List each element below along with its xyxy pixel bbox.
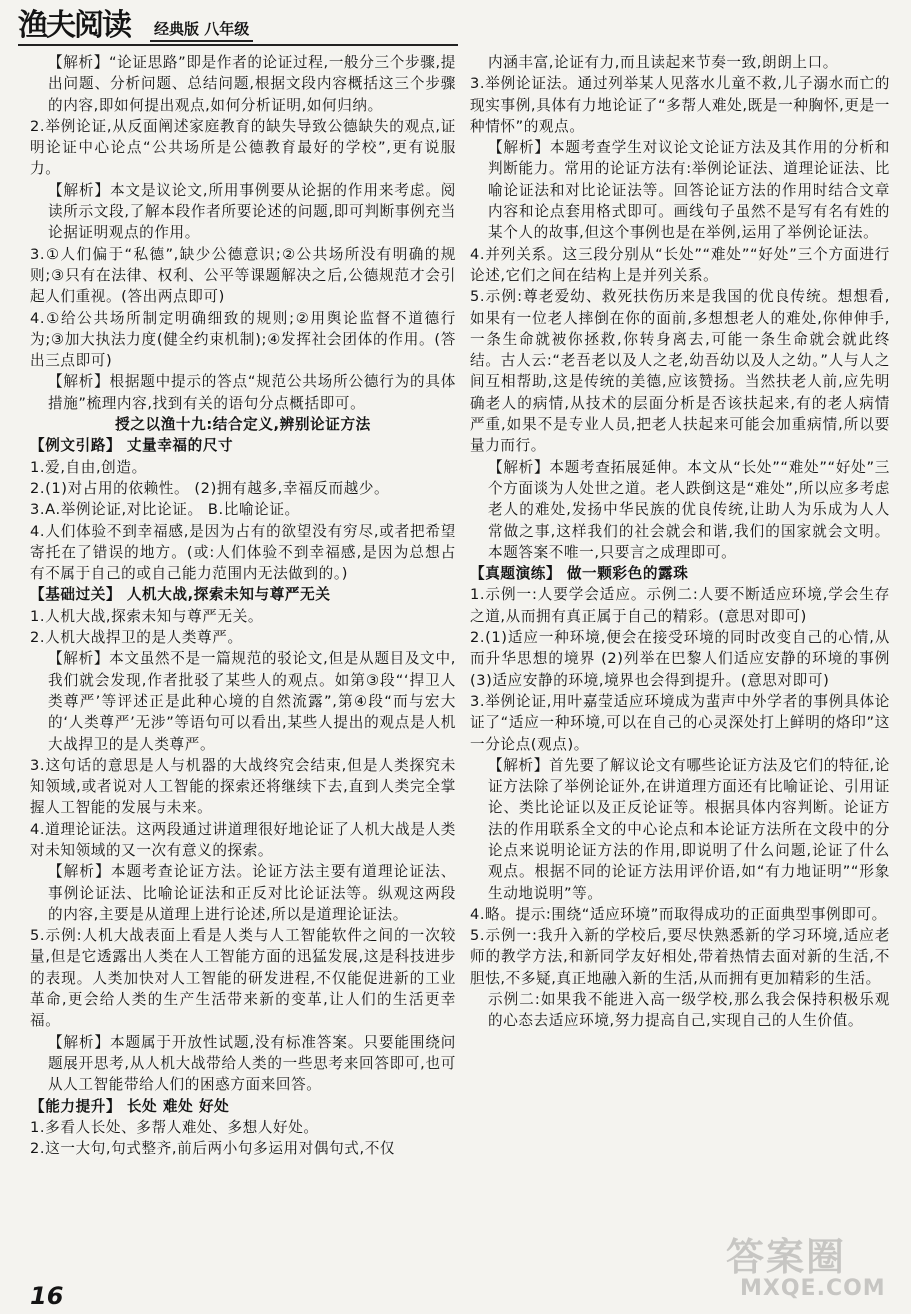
answer-item: 1.人机大战,探索未知与尊严无关。	[30, 607, 264, 625]
analysis-paragraph: 【解析】本文是议论文,所用事例要从论据的作用来考虑。阅读所示文段,了解本段作者所要论述的问题,即可判断事例充当论据证明观点的作用。	[48, 181, 456, 242]
answer-item: 4.①给公共场所制定明确细致的规则;②用舆论监督不道德行为;③加大执法力度(健全约束机制);④发挥社会团体的作用。(答出三点即可)	[30, 309, 456, 370]
left-column	[30, 52, 456, 1159]
answer-item: 1.多看人长处、多帮人难处、多想人好处。	[30, 1118, 319, 1136]
analysis-paragraph: 【解析】根据题中提示的答点“规范公共场所公德行为的具体措施”梳理内容,找到有关的语句分点概括即可。	[48, 373, 456, 412]
answer-item: 5.示例:人机大战表面上看是人类与人工智能软件之间的一次较量,但是它透露出人类在人工智能方面的迅猛发展,这是科技进步的表现。人类加快对人工智能的研发进程,不仅能促进新的工业革命,更会给人类的生产生活带来新的变革,让人们的生活更幸福。	[30, 927, 456, 1030]
edition-label: 经典版 八年级	[150, 18, 253, 42]
answer-item: 4.并列关系。这三段分别从“长处”“难处”“好处”三个方面进行论述,它们之间在结构上是并列关系。	[470, 245, 890, 284]
answer-item: 4.道理论证法。这两段通过讲道理很好地论证了人机大战是人类对未知领域的又一次有意义的探索。	[30, 820, 456, 859]
analysis-paragraph: 【解析】本题考查学生对议论文论证方法及其作用的分析和判断能力。常用的论证方法有:举例论证法、道理论证法、比喻论证法和对比论证法等。回答论证方法的作用时结合文章内容和论点套用格式即可。画线句子虽然不是写有名有姓的某个人的故事,但这个事例也是在举例,运用了举例论证法。	[488, 139, 890, 242]
answer-item: 3.①人们偏于“私德”,缺少公德意识;②公共场所没有明确的规则;③只有在法律、权利、公平等课题解决之后,公德规范才会引起人们重视。(答出两点即可)	[30, 245, 456, 306]
answer-item: 3.A.举例论证,对比论证。 B.比喻论证。	[30, 501, 300, 519]
answer-item: 5.示例:尊老爱幼、救死扶伤历来是我国的优良传统。想想看,如果有一位老人摔倒在你的面前,多想想老人的难处,你伸伸手,一条生命就被你拯救,你转身离去,可能一条生命就会就此终结。古人云:“老吾老以及人之老,幼吾幼以及人之幼。”人与人之间互相帮助,这是传统的美德,应该赞扬。当然扶老人前,应先明确老人的病情,从技术的层面分析是否该扶起来,有的老人病情严重,如果不是专业人员,把老人扶起来可能会加重病情,所以要量力而行。	[470, 288, 890, 455]
right-column	[470, 52, 890, 1032]
answer-item: 3.举例论证法。通过列举某人见落水儿童不救,儿子溺水而亡的现实事例,具体有力地论证了“多帮人难处,既是一种胸怀,更是一种情怀”的观点。	[470, 75, 890, 135]
answer-item: 2.举例论证,从反面阐述家庭教育的缺失导致公德缺失的观点,证明论证中心论点“公共场所是公德教育最好的学校”,更有说服力。	[30, 117, 456, 178]
section-heading: 【例文引路】 丈量幸福的尺寸	[30, 437, 234, 455]
analysis-paragraph: 【解析】本题属于开放性试题,没有标准答案。只要能围绕问题展开思考,从人机大战带给人类的一些思考来回答即可,也可从人工智能带给人们的困惑方面来回答。	[48, 1033, 456, 1094]
analysis-paragraph: 【解析】本题考查拓展延伸。本文从“长处”“难处”“好处”三个方面谈为人处世之道。老人跌倒这是“难处”,所以应多考虑老人的难处,发扬中华民族的优良传统,让助人为乐成为人人常做之事,这样我们的社会就会和谐,我们的国家就会文明。本题答案不唯一,只要言之成理即可。	[488, 458, 890, 561]
answer-item: 2.人机大战捍卫的是人类尊严。	[30, 629, 243, 647]
analysis-paragraph: 【解析】本文虽然不是一篇规范的驳论文,但是从题目及文中,我们就会发现,作者批驳了某些人的观点。如第③段“‘捍卫人类尊严’等评述正是此种心境的自然流露”,第④段“而与宏大的‘人类尊严’无涉”等语句可以看出,某些人提出的观点是人机大战捍卫的是人类尊严。	[48, 650, 456, 753]
section-heading: 【能力提升】 长处 难处 好处	[30, 1097, 230, 1115]
watermark	[720, 1222, 900, 1308]
lesson-title: 授之以渔十九:结合定义,辨别论证方法	[115, 416, 371, 434]
answer-item: 3.这句话的意思是人与机器的大战终究会结束,但是人类探究未知领域,或者说对人工智能的探索还将继续下去,直到人类完全掌握人工智能的发展与未来。	[30, 756, 456, 817]
answer-item: 2.(1)适应一种环境,便会在接受环境的同时改变自己的心情,从而升华思想的境界 (2)列举在巴黎人们适应安静的环境的事例 (3)适应安静的环境,境界也会得到提升。(意思对即可)	[470, 629, 890, 689]
answer-continuation: 内涵丰富,论证有力,而且读起来节奏一致,朗朗上口。	[488, 54, 838, 71]
analysis-paragraph: 【解析】“论证思路”即是作者的论证过程,一般分三个步骤,提出问题、分析问题、总结问题,根据文段内容概括这三个步骤的内容,即如何提出观点,如何分析证明,如何归纳。	[48, 54, 456, 114]
section-heading: 【基础过关】 人机大战,探索未知与尊严无关	[30, 586, 331, 604]
answer-item: 5.示例一:我升入新的学校后,要尽快熟悉新的学习环境,适应老师的教学方法,和新同学友好相处,带着热情去面对新的生活,不胆怯,不多疑,真正地融入新的生活,从而拥有更加精彩的生活。	[470, 927, 890, 987]
answer-item: 4.人们体验不到幸福感,是因为占有的欲望没有穷尽,或者把希望寄托在了错误的地方。(或:人们体验不到幸福感,是因为总想占有不属于自己的或自己能力范围内无法做到的。)	[30, 522, 456, 583]
answer-item: 2.这一大句,句式整齐,前后两小句多运用对偶句式,不仅	[30, 1140, 396, 1158]
header-divider	[18, 44, 458, 46]
analysis-paragraph: 【解析】本题考查论证方法。论证方法主要有道理论证法、事例论证法、比喻论证法和正反对比论证法等。纵观这两段的内容,主要是从道理上进行论述,所以是道理论证法。	[48, 863, 456, 923]
section-heading: 【真题演练】 做一颗彩色的露珠	[470, 565, 689, 583]
series-logo: 渔夫阅读	[18, 8, 130, 43]
analysis-paragraph: 【解析】首先要了解议论文有哪些论证方法及它们的特征,论证方法除了举例论证外,在讲道理方面还有比喻证论、引用证论、类比论证以及正反论证等。根据具体内容判断。论证方法的作用联系全文的中心论点和本论证方法所在文段中的分论点来说明论证方法的作用,即说明了什么问题,论证了什么观点。根据不同的论证方法用评价语,如“有力地证明”“形象生动地说明”等。	[488, 756, 890, 902]
answer-item: 1.爱,自由,创造。	[30, 458, 147, 476]
answer-item: 1.示例一:人要学会适应。示例二:人要不断适应环境,学会生存之道,从而拥有真正属于自己的精彩。(意思对即可)	[470, 586, 890, 625]
page-number: 16	[30, 1282, 64, 1310]
watermark-text: 答案圈	[726, 1235, 847, 1279]
answer-item: 3.举例论证,用叶嘉莹适应环境成为蜚声中外学者的事例具体论证了“适应一种环境,可以在自己的心灵深处打上鲜明的烙印”这一分论点(观点)。	[470, 692, 890, 753]
watermark-url: MXQE.COM	[740, 1276, 886, 1301]
answer-item: 4.略。提示:围绕“适应环境”而取得成功的正面典型事例即可。	[470, 905, 887, 923]
answer-item: 示例二:如果我不能进入高一级学校,那么我会保持积极乐观的心态去适应环境,努力提高自己,实现自己的人生价值。	[488, 991, 890, 1030]
page-header	[18, 8, 458, 46]
answer-item: 2.(1)对占用的依赖性。 (2)拥有越多,幸福反而越少。	[30, 479, 390, 497]
